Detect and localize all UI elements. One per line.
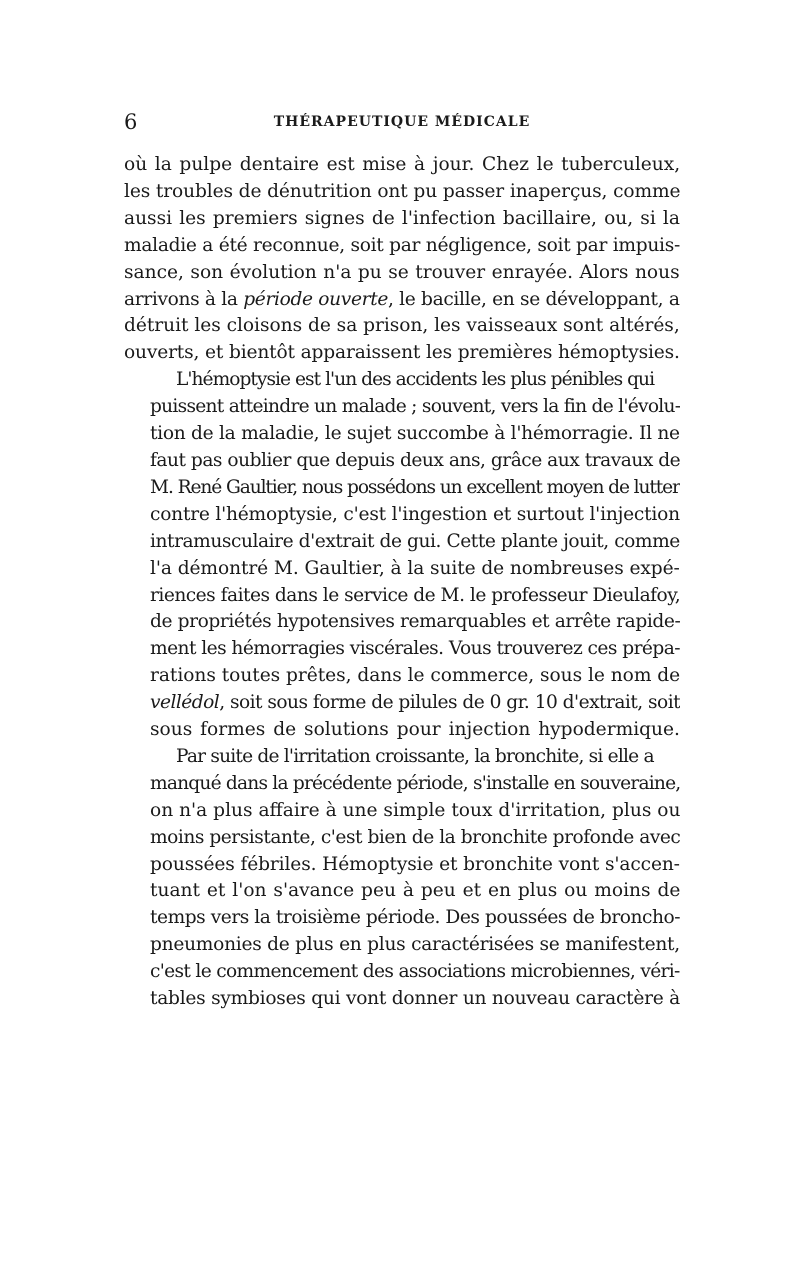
text-line: L'hémoptysie est l'un des accidents les plus pénibles qui xyxy=(176,369,655,391)
text-line: manqué dans la précédente période, s'installe en souveraine, xyxy=(150,772,680,794)
text-line: temps vers la troisième période. Des poussées de broncho- xyxy=(150,907,680,929)
paragraph-3 xyxy=(124,744,680,1013)
text-line: puissent atteindre un malade ; souvent, vers la fin de l'évolu- xyxy=(150,396,680,418)
paragraph-1 xyxy=(124,152,680,367)
text-line: l'a démontré M. Gaultier, à la suite de nombreuses expé- xyxy=(150,557,680,579)
book-page xyxy=(124,110,680,1013)
text-line: où la pulpe dentaire est mise à jour. Chez le tuberculeux, xyxy=(124,154,680,175)
page-header xyxy=(124,110,680,140)
text-line: faut pas oublier que depuis deux ans, grâce aux travaux de xyxy=(150,449,680,471)
text-line: Par suite de l'irritation croissante, la bronchite, si elle a xyxy=(176,745,654,767)
text-line: aussi les premiers signes de l'infection bacillaire, ou, si la xyxy=(124,207,680,229)
text-line: les troubles de dénutrition ont pu passer inaperçus, comme xyxy=(124,180,680,202)
body-text xyxy=(124,152,680,1013)
page-number: 6 xyxy=(124,110,138,134)
text-line: pneumonies de plus en plus caractérisées se manifestent, xyxy=(150,934,680,956)
text-line: ment les hémorragies viscérales. Vous trouverez ces prépa- xyxy=(150,638,680,660)
text-line: contre l'hémoptysie, c'est l'ingestion et surtout l'injection xyxy=(150,503,680,525)
running-title: THÉRAPEUTIQUE MÉDICALE xyxy=(273,114,531,130)
paragraph-2 xyxy=(124,367,680,744)
text-line: rations toutes prêtes, dans le commerce, sous le nom de xyxy=(150,665,680,687)
text-line: arrivons à la période ouverte, le bacille, en se développant, a xyxy=(124,288,680,310)
text-line: intramusculaire d'extrait de gui. Cette plante jouit, comme xyxy=(150,530,680,552)
text-line: sous formes de solutions pour injection hypodermique. xyxy=(150,719,680,741)
text-line: tuant et l'on s'avance peu à peu et en plus ou moins de xyxy=(150,880,680,902)
text-line: maladie a été reconnue, soit par négligence, soit par impuis- xyxy=(124,234,680,256)
text-line: poussées fébriles. Hémoptysie et bronchite vont s'accen- xyxy=(150,853,680,875)
text-line: riences faites dans le service de M. le professeur Dieulafoy, xyxy=(150,584,680,606)
text-line: on n'a plus affaire à une simple toux d'irritation, plus ou xyxy=(150,799,680,821)
text-line: tion de la maladie, le sujet succombe à l'hémorragie. Il ne xyxy=(150,423,680,445)
text-line: M. René Gaultier, nous possédons un excellent moyen de lutter xyxy=(150,476,680,498)
text-line: sance, son évolution n'a pu se trouver enrayée. Alors nous xyxy=(124,261,680,283)
text-line: tables symbioses qui vont donner un nouveau caractère à xyxy=(150,988,680,1010)
text-line: moins persistante, c'est bien de la bronchite profonde avec xyxy=(150,826,680,848)
text-line: c'est le commencement des associations microbiennes, véri- xyxy=(150,961,680,983)
text-line: de propriétés hypotensives remarquables et arrête rapide- xyxy=(150,611,680,633)
text-line: vellédol, soit sous forme de pilules de 0 gr. 10 d'extrait, soit xyxy=(150,692,680,714)
text-line: ouverts, et bientôt apparaissent les premières hémoptysies. xyxy=(124,342,680,364)
text-line: détruit les cloisons de sa prison, les vaisseaux sont altérés, xyxy=(124,315,680,337)
